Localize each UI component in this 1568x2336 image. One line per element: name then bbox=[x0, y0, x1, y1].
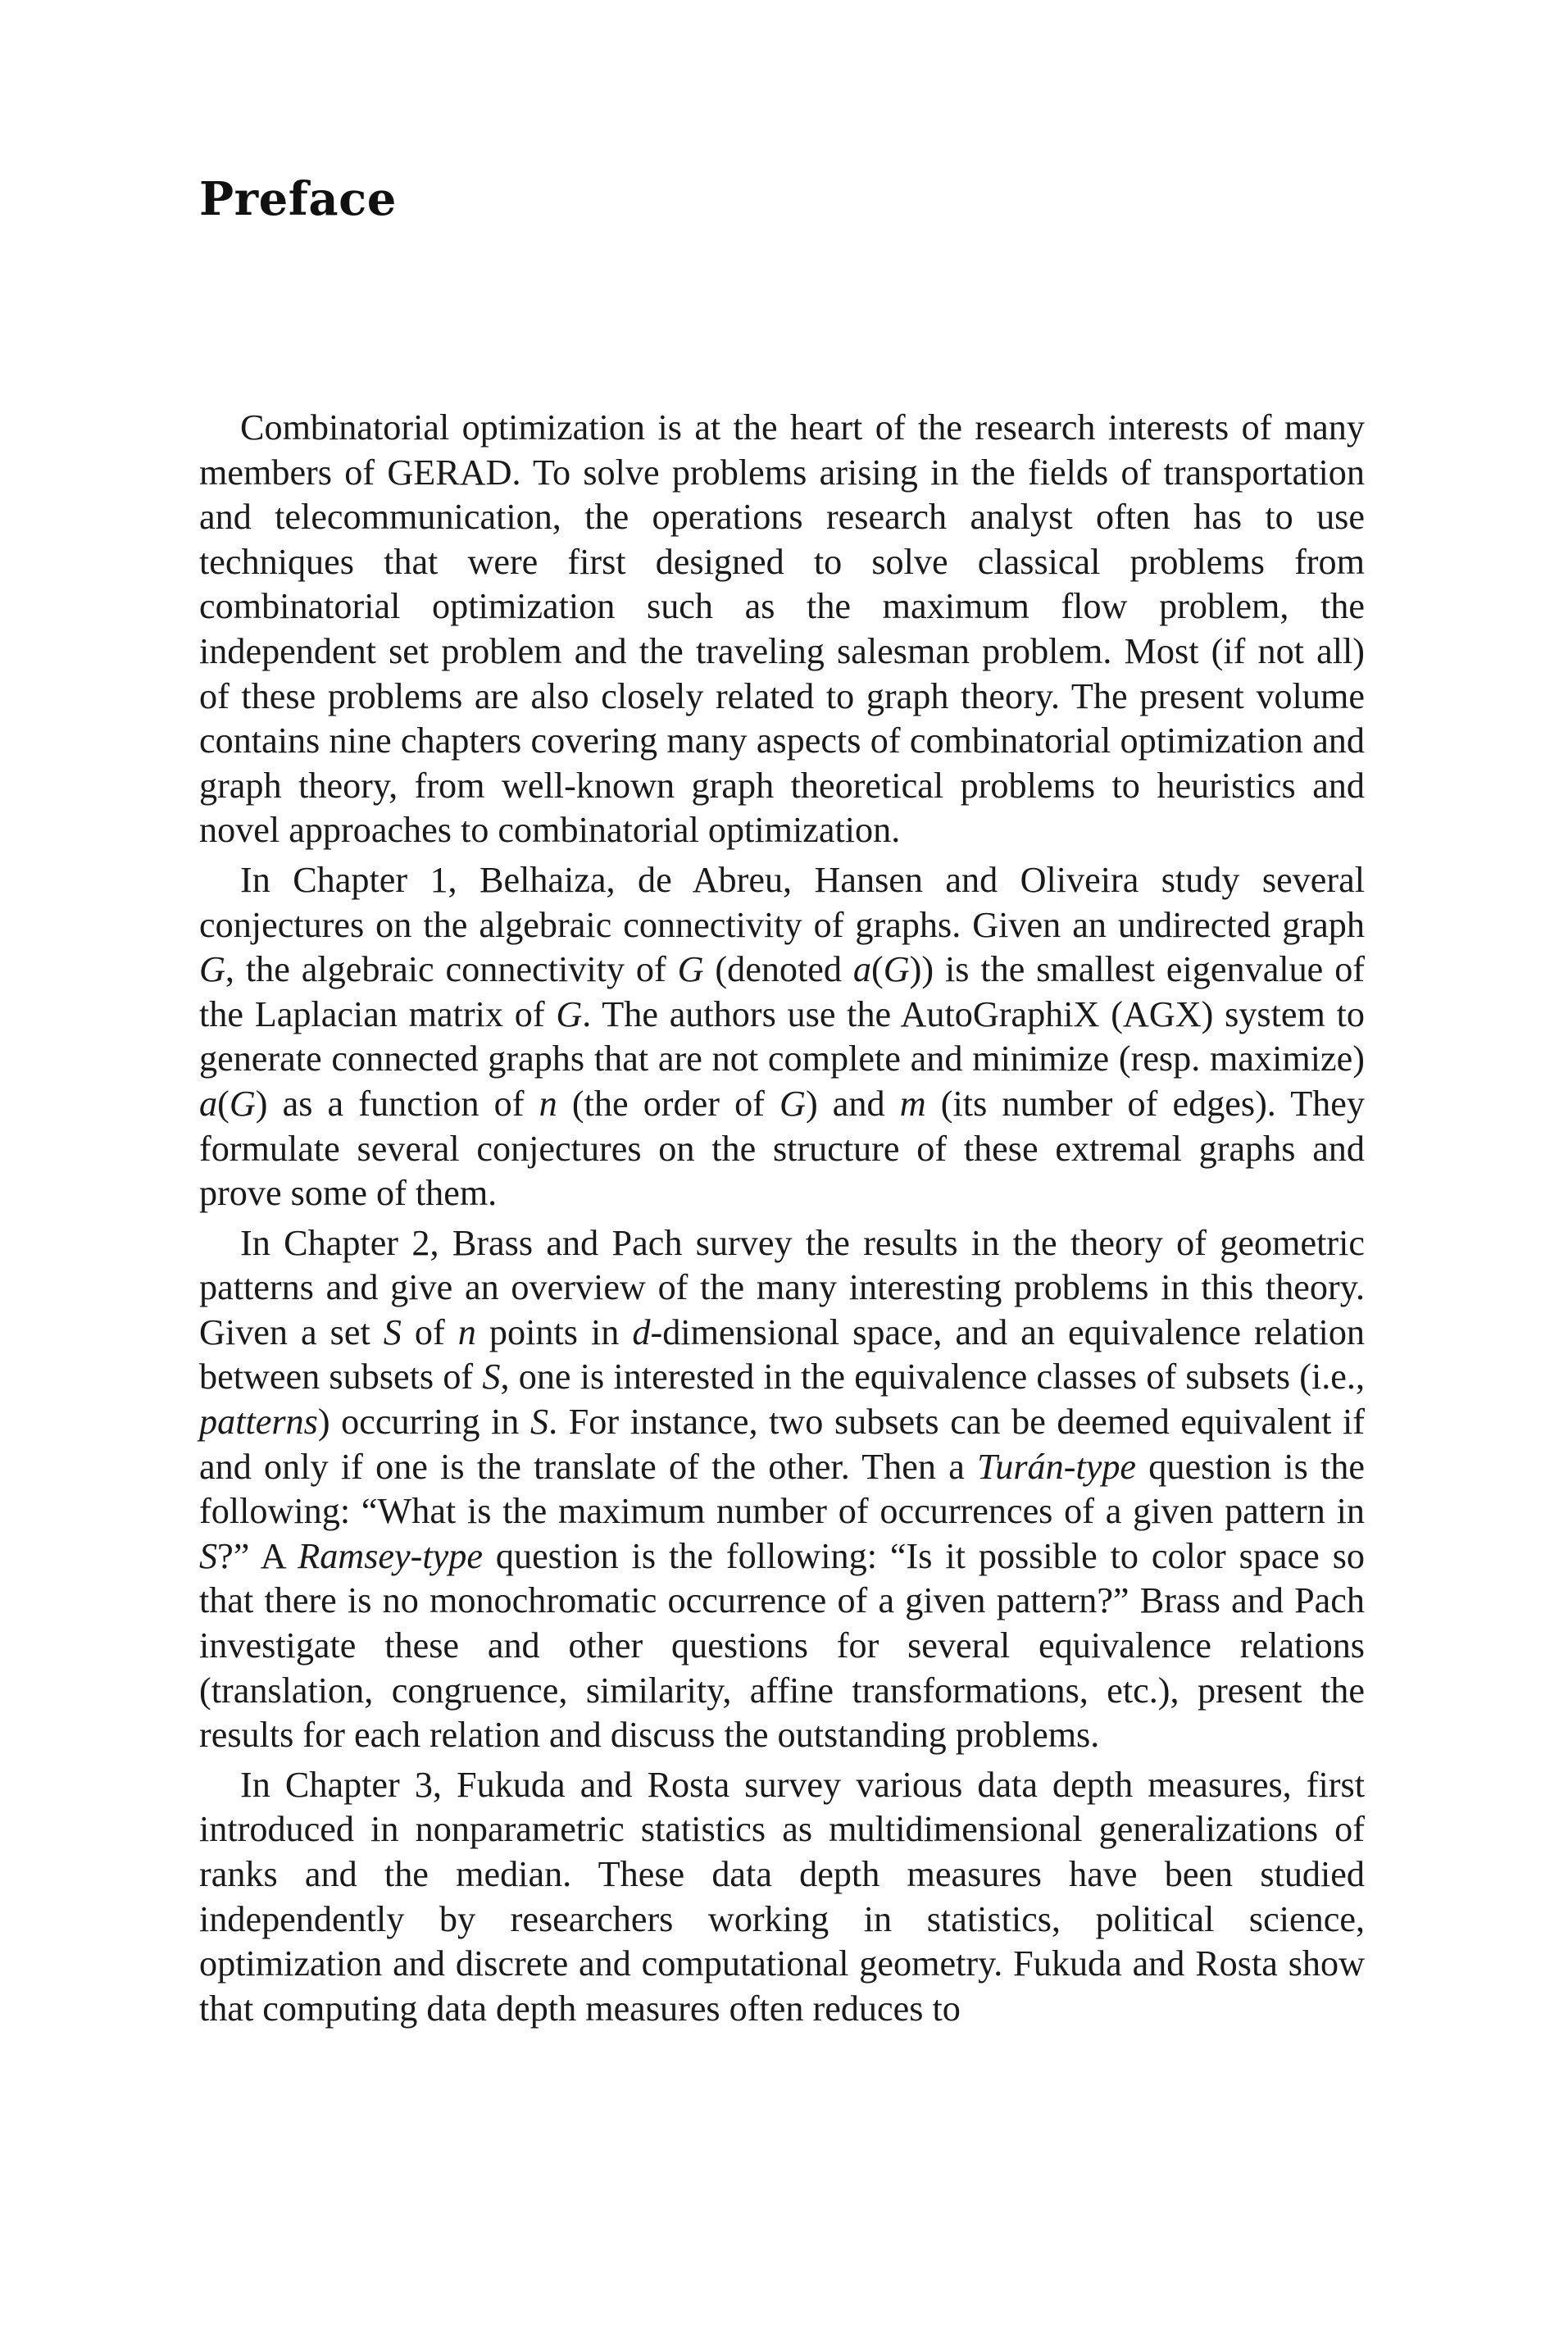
text-run: In Chapter 2, Brass and Pach survey the results in the theory of geometric patterns and give an overview of the many interesting problems in this theory. Given a set bbox=[199, 1222, 1365, 1352]
italic-text: patterns bbox=[199, 1402, 318, 1443]
italic-text: S bbox=[199, 1535, 218, 1576]
italic-text: Ramsey-type bbox=[298, 1535, 483, 1576]
text-run: ) and bbox=[805, 1083, 900, 1124]
text-run: ( bbox=[217, 1083, 230, 1124]
italic-text: G bbox=[677, 949, 704, 990]
text-run: ( bbox=[870, 949, 884, 990]
italic-text: G bbox=[199, 949, 225, 990]
italic-text: G bbox=[229, 1083, 256, 1124]
text-run: Combinatorial optimization is at the heart of the research interests of many members of GERAD. To solve problems arising in the fields of transportation and telecommunication, the operations research analyst often has to use techniques that were first designed to solve classical problems from combinatorial optimization such as the maximum flow problem, the independent set problem and the traveling salesman problem. Most (if not all) of these problems are also closely related to graph theory. The present volume contains nine chapters covering many aspects of combinatorial optimization and graph theory, from well-known graph theoretical problems to heuristics and novel approaches to combinatorial optimization. bbox=[199, 407, 1365, 851]
italic-text: S bbox=[530, 1402, 549, 1443]
text-run: points in bbox=[475, 1311, 633, 1352]
text-run: , the algebraic connectivity of bbox=[225, 949, 678, 990]
page-heading: Preface bbox=[199, 172, 397, 226]
italic-text: G bbox=[556, 993, 583, 1034]
text-run: -dimensional space, and an equivalence relation between subsets of bbox=[199, 1311, 1366, 1398]
text-run: ) as a function of bbox=[255, 1083, 539, 1124]
italic-text: G bbox=[883, 949, 910, 990]
text-run: (denoted bbox=[703, 949, 853, 990]
italic-text: S bbox=[482, 1357, 501, 1398]
text-run: ) occurring in bbox=[317, 1402, 530, 1443]
italic-text: m bbox=[899, 1083, 926, 1124]
italic-text: G bbox=[779, 1083, 806, 1124]
paragraph-chapter-2 bbox=[199, 1221, 1365, 1758]
text-run: (its number of edges). They formulate several conjectures on the structure of these extremal graphs and prove some of them. bbox=[199, 1083, 1365, 1214]
text-run: , one is interested in the equivalence classes of subsets (i.e., bbox=[500, 1357, 1366, 1398]
text-run: of bbox=[401, 1311, 458, 1352]
text-run: . For instance, two subsets can be deemed equivalent if and only if one is the translate of the other. Then a bbox=[199, 1402, 1365, 1487]
text-run: question is the following: “What is the maximum number of occurrences of a given pattern in bbox=[199, 1446, 1365, 1532]
text-run: )) is the smallest eigenvalue of the Laplacian matrix of bbox=[199, 949, 1366, 1034]
text-run: (the order of bbox=[557, 1083, 780, 1124]
body-text bbox=[199, 406, 1365, 2036]
italic-text: n bbox=[539, 1083, 557, 1124]
paragraph-intro bbox=[199, 406, 1365, 853]
italic-text: d bbox=[632, 1311, 651, 1352]
italic-text: S bbox=[383, 1311, 402, 1352]
italic-text: a bbox=[199, 1083, 218, 1124]
paragraph-chapter-1 bbox=[199, 858, 1365, 1216]
italic-text: n bbox=[457, 1311, 476, 1352]
text-run: . The authors use the AutoGraphiX (AGX) system to generate connected graphs that are not complete and minimize (resp. maximize) bbox=[199, 993, 1365, 1079]
italic-text: Turán-type bbox=[977, 1446, 1137, 1487]
text-run: In Chapter 3, Fukuda and Rosta survey various data depth measures, first introduced in nonparametric statistics as multidimensional generalizations of ranks and the median. These data depth measures have been studied independently by researchers working in statistics, political science, optimization and discrete and computational geometry. Fukuda and Rosta show that computing data depth measures often reduces to bbox=[199, 1764, 1365, 2029]
paragraph-chapter-3 bbox=[199, 1763, 1365, 2032]
text-run: In Chapter 1, Belhaiza, de Abreu, Hansen and Oliveira study several conjectures on the algebraic connectivity of graphs. Given an undirected graph bbox=[199, 859, 1365, 945]
italic-text: a bbox=[852, 949, 871, 990]
text-run: ?” A bbox=[217, 1535, 298, 1576]
text-run: question is the following: “Is it possible to color space so that there is no monochromatic occurrence of a given pattern?” Brass and Pach investigate these and other questions for several equivalence relations (translation, congruence, similarity, affine transformations, etc.), present the results for each relation and discuss the outstanding problems. bbox=[199, 1535, 1365, 1756]
